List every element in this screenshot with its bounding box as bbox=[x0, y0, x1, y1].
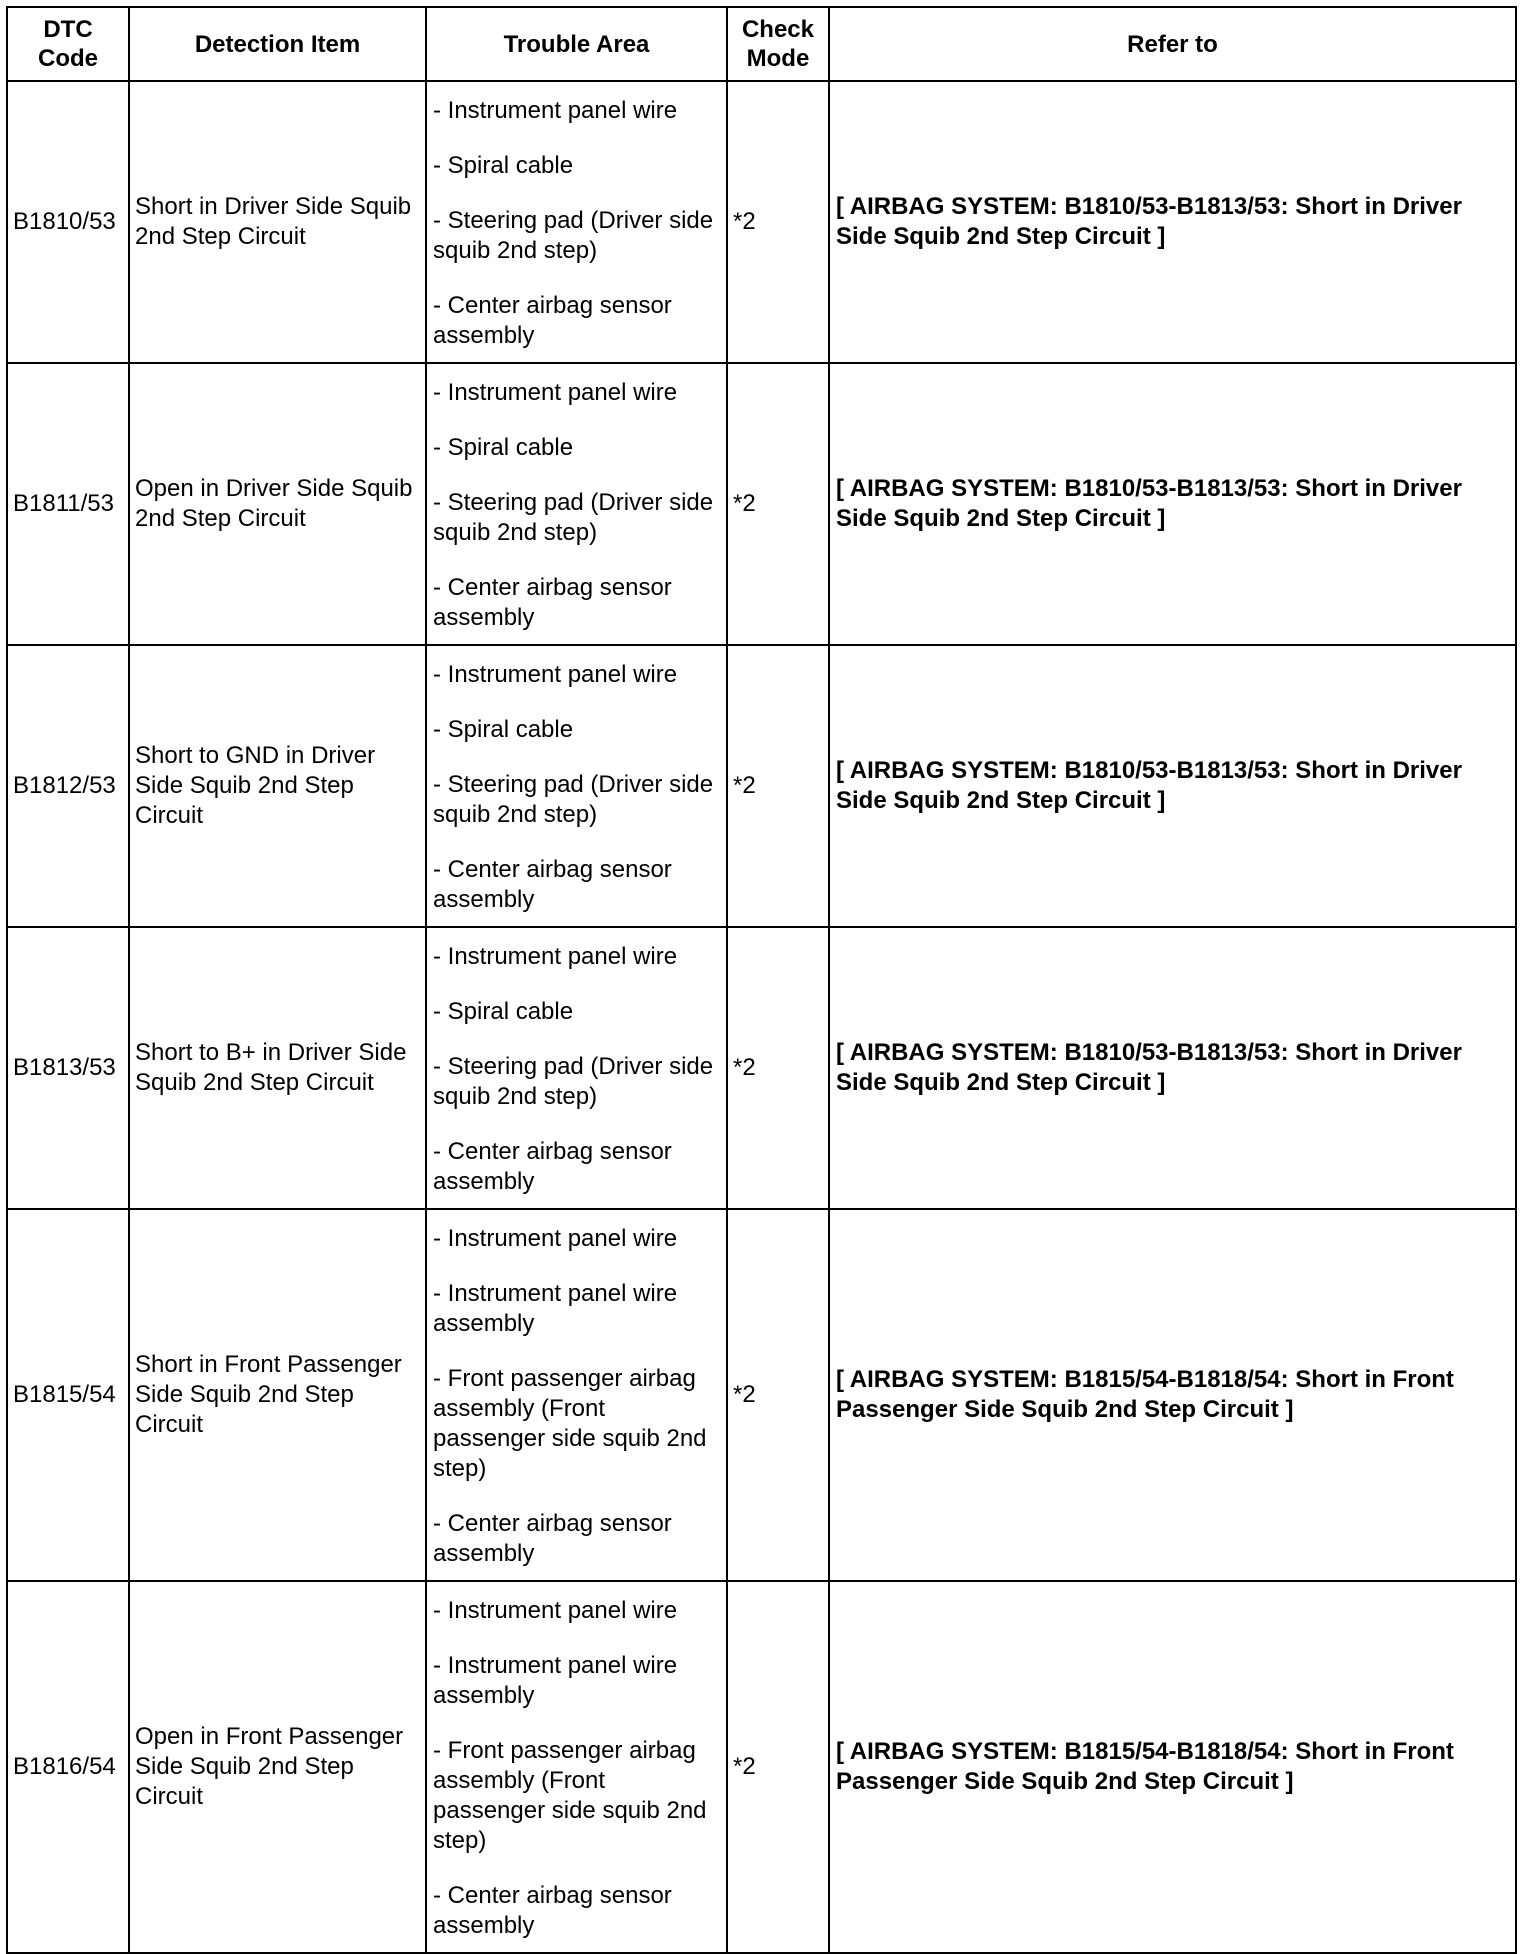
dtc-code: B1815/54 bbox=[13, 1381, 116, 1408]
trouble-area-item: - Spiral cable bbox=[433, 433, 574, 461]
check-mode-cell bbox=[727, 927, 829, 1209]
dtc-code: B1813/53 bbox=[13, 1054, 116, 1081]
trouble-area-item: - Instrument panel wire assembly bbox=[433, 1279, 678, 1337]
table-body bbox=[7, 81, 1516, 1953]
detection-item: Short in Driver Side Squib 2nd Step Circuit bbox=[135, 193, 412, 250]
refer-to-cell bbox=[829, 81, 1516, 363]
trouble-area-item: - Instrument panel wire bbox=[433, 1224, 678, 1252]
dtc-code: B1811/53 bbox=[13, 490, 114, 517]
check-mode-cell bbox=[727, 1581, 829, 1953]
table-row bbox=[7, 363, 1516, 645]
dtc-code-cell bbox=[7, 1209, 129, 1581]
dtc-code-cell bbox=[7, 645, 129, 927]
detection-item-cell bbox=[129, 81, 426, 363]
refer-to-cell bbox=[829, 1209, 1516, 1581]
dtc-code: B1816/54 bbox=[13, 1753, 116, 1780]
trouble-area-item: - Spiral cable bbox=[433, 151, 574, 179]
check-mode: *2 bbox=[733, 1753, 756, 1780]
detection-item: Short in Front Passenger Side Squib 2nd Step Circuit bbox=[135, 1351, 402, 1438]
header-trouble-area-label: Trouble Area bbox=[503, 30, 650, 58]
trouble-area-item: - Front passenger airbag assembly (Front passenger side squib 2nd step) bbox=[433, 1364, 707, 1482]
trouble-area-item: - Instrument panel wire bbox=[433, 1596, 678, 1624]
trouble-area-item: - Spiral cable bbox=[433, 997, 574, 1025]
check-mode-cell bbox=[727, 81, 829, 363]
check-mode-cell bbox=[727, 645, 829, 927]
table-row bbox=[7, 1581, 1516, 1953]
check-mode: *2 bbox=[733, 490, 756, 517]
header-check-mode-label: Check Mode bbox=[741, 16, 815, 72]
check-mode: *2 bbox=[733, 1381, 756, 1408]
dtc-code: B1812/53 bbox=[13, 772, 116, 799]
detection-item: Open in Front Passenger Side Squib 2nd Step Circuit bbox=[135, 1723, 404, 1810]
check-mode: *2 bbox=[733, 1054, 756, 1081]
trouble-area-item: - Center airbag sensor assembly bbox=[433, 1881, 672, 1939]
dtc-code-cell bbox=[7, 927, 129, 1209]
check-mode: *2 bbox=[733, 772, 756, 799]
dtc-code-cell bbox=[7, 81, 129, 363]
header-refer-to bbox=[829, 7, 1516, 81]
header-check-mode bbox=[727, 7, 829, 81]
detection-item: Short to B+ in Driver Side Squib 2nd Step Circuit bbox=[135, 1039, 407, 1096]
dtc-code-cell bbox=[7, 363, 129, 645]
refer-to-link[interactable]: [ AIRBAG SYSTEM: B1815/54-B1818/54: Short in Front Passenger Side Squib 2nd Step Circuit ] bbox=[836, 1738, 1454, 1795]
detection-item: Open in Driver Side Squib 2nd Step Circuit bbox=[135, 475, 413, 532]
trouble-area-item: - Instrument panel wire bbox=[433, 660, 678, 688]
refer-to-cell bbox=[829, 363, 1516, 645]
trouble-area-item: - Front passenger airbag assembly (Front passenger side squib 2nd step) bbox=[433, 1736, 707, 1854]
trouble-area-item: - Instrument panel wire assembly bbox=[433, 1651, 678, 1709]
header-dtc-code bbox=[7, 7, 129, 81]
trouble-area-item: - Instrument panel wire bbox=[433, 942, 678, 970]
dtc-code-cell bbox=[7, 1581, 129, 1953]
refer-to-link[interactable]: [ AIRBAG SYSTEM: B1810/53-B1813/53: Short in Driver Side Squib 2nd Step Circuit ] bbox=[836, 193, 1462, 250]
trouble-area-cell bbox=[426, 927, 727, 1209]
trouble-area-cell bbox=[426, 1581, 727, 1953]
header-refer-to-label: Refer to bbox=[1127, 30, 1218, 58]
trouble-area-item: - Center airbag sensor assembly bbox=[433, 573, 672, 631]
header-detection-item bbox=[129, 7, 426, 81]
refer-to-cell bbox=[829, 645, 1516, 927]
header-row bbox=[7, 7, 1516, 81]
dtc-code: B1810/53 bbox=[13, 208, 116, 235]
header-detection-item-label: Detection Item bbox=[194, 30, 361, 58]
detection-item-cell bbox=[129, 1581, 426, 1953]
table-header bbox=[7, 7, 1516, 81]
refer-to-link[interactable]: [ AIRBAG SYSTEM: B1810/53-B1813/53: Short in Driver Side Squib 2nd Step Circuit ] bbox=[836, 1039, 1462, 1096]
trouble-area-item: - Center airbag sensor assembly bbox=[433, 291, 672, 349]
trouble-area-item: - Instrument panel wire bbox=[433, 378, 678, 406]
trouble-area-item: - Center airbag sensor assembly bbox=[433, 1137, 672, 1195]
table-row bbox=[7, 645, 1516, 927]
check-mode-cell bbox=[727, 1209, 829, 1581]
trouble-area-item: - Spiral cable bbox=[433, 715, 574, 743]
trouble-area-item: - Steering pad (Driver side squib 2nd step) bbox=[433, 488, 714, 546]
table-row bbox=[7, 927, 1516, 1209]
check-mode: *2 bbox=[733, 208, 756, 235]
refer-to-link[interactable]: [ AIRBAG SYSTEM: B1810/53-B1813/53: Short in Driver Side Squib 2nd Step Circuit ] bbox=[836, 757, 1462, 814]
detection-item-cell bbox=[129, 927, 426, 1209]
trouble-area-item: - Steering pad (Driver side squib 2nd step) bbox=[433, 1052, 714, 1110]
detection-item-cell bbox=[129, 1209, 426, 1581]
trouble-area-item: - Instrument panel wire bbox=[433, 96, 678, 124]
refer-to-link[interactable]: [ AIRBAG SYSTEM: B1810/53-B1813/53: Short in Driver Side Squib 2nd Step Circuit ] bbox=[836, 475, 1462, 532]
detection-item: Short to GND in Driver Side Squib 2nd Step Circuit bbox=[135, 742, 376, 829]
table-row bbox=[7, 1209, 1516, 1581]
detection-item-cell bbox=[129, 363, 426, 645]
trouble-area-item: - Steering pad (Driver side squib 2nd step) bbox=[433, 206, 714, 264]
detection-item-cell bbox=[129, 645, 426, 927]
trouble-area-item: - Steering pad (Driver side squib 2nd step) bbox=[433, 770, 714, 828]
header-dtc-code-label: DTC Code bbox=[38, 16, 98, 72]
header-trouble-area bbox=[426, 7, 727, 81]
trouble-area-cell bbox=[426, 81, 727, 363]
trouble-area-item: - Center airbag sensor assembly bbox=[433, 1509, 672, 1567]
refer-to-cell bbox=[829, 927, 1516, 1209]
refer-to-link[interactable]: [ AIRBAG SYSTEM: B1815/54-B1818/54: Short in Front Passenger Side Squib 2nd Step Circuit ] bbox=[836, 1366, 1454, 1423]
dtc-table bbox=[6, 6, 1517, 1954]
trouble-area-cell bbox=[426, 363, 727, 645]
trouble-area-cell bbox=[426, 1209, 727, 1581]
trouble-area-item: - Center airbag sensor assembly bbox=[433, 855, 672, 913]
refer-to-cell bbox=[829, 1581, 1516, 1953]
table-row bbox=[7, 81, 1516, 363]
check-mode-cell bbox=[727, 363, 829, 645]
trouble-area-cell bbox=[426, 645, 727, 927]
